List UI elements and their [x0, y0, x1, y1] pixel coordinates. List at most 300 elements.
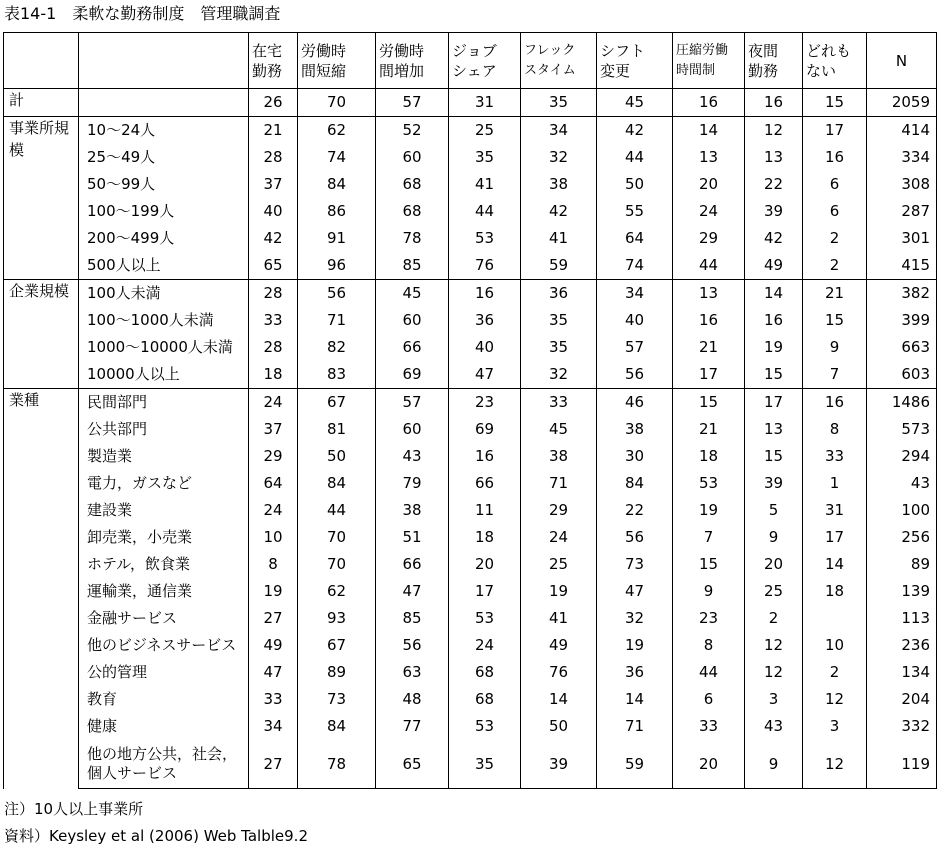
- value-cell: 39: [745, 198, 803, 225]
- value-cell: 38: [597, 416, 673, 443]
- group-label: 業種: [4, 389, 79, 789]
- value-cell: 15: [745, 443, 803, 470]
- group-label: 計: [4, 89, 79, 117]
- value-cell: 13: [745, 416, 803, 443]
- table-row: [4, 713, 937, 740]
- value-cell: 6: [673, 686, 745, 713]
- value-cell: 45: [376, 280, 449, 308]
- value-cell: 20: [673, 171, 745, 198]
- table-body: [4, 89, 937, 789]
- value-cell: 17: [673, 361, 745, 389]
- value-cell: 14: [673, 117, 745, 145]
- value-cell: 35: [521, 334, 597, 361]
- value-cell: 19: [521, 578, 597, 605]
- value-cell: 47: [376, 578, 449, 605]
- value-cell: 33: [673, 713, 745, 740]
- n-cell: 134: [867, 659, 937, 686]
- row-label: 100人未満: [79, 280, 249, 308]
- value-cell: 9: [745, 740, 803, 789]
- value-cell: 24: [249, 389, 298, 417]
- value-cell: 64: [249, 470, 298, 497]
- value-cell: 41: [449, 171, 521, 198]
- value-cell: 93: [298, 605, 376, 632]
- value-cell: 52: [376, 117, 449, 145]
- value-cell: 16: [745, 89, 803, 117]
- value-cell: 37: [249, 416, 298, 443]
- value-cell: 21: [673, 416, 745, 443]
- value-cell: 35: [521, 89, 597, 117]
- n-cell: 301: [867, 225, 937, 252]
- value-cell: 16: [803, 389, 867, 417]
- value-cell: 37: [249, 171, 298, 198]
- table-row: [4, 389, 937, 417]
- value-cell: 33: [521, 389, 597, 417]
- n-cell: 89: [867, 551, 937, 578]
- value-cell: 18: [449, 524, 521, 551]
- value-cell: 59: [521, 252, 597, 280]
- row-label: 50～99人: [79, 171, 249, 198]
- n-cell: 119: [867, 740, 937, 789]
- value-cell: 13: [745, 144, 803, 171]
- value-cell: 46: [597, 389, 673, 417]
- value-cell: 24: [673, 198, 745, 225]
- n-cell: 294: [867, 443, 937, 470]
- value-cell: 89: [298, 659, 376, 686]
- value-cell: 41: [521, 605, 597, 632]
- row-label: 100～199人: [79, 198, 249, 225]
- table-row: [4, 497, 937, 524]
- row-label: 10000人以上: [79, 361, 249, 389]
- value-cell: 47: [597, 578, 673, 605]
- value-cell: 63: [376, 659, 449, 686]
- value-cell: [803, 605, 867, 632]
- row-label: ホテル，飲食業: [79, 551, 249, 578]
- column-header: 労働時 間増加: [376, 33, 449, 89]
- value-cell: 16: [449, 443, 521, 470]
- value-cell: 40: [249, 198, 298, 225]
- value-cell: 70: [298, 89, 376, 117]
- value-cell: 34: [597, 280, 673, 308]
- table-row: [4, 659, 937, 686]
- value-cell: 60: [376, 416, 449, 443]
- value-cell: 21: [249, 117, 298, 145]
- value-cell: 29: [521, 497, 597, 524]
- n-cell: 139: [867, 578, 937, 605]
- value-cell: 7: [803, 361, 867, 389]
- value-cell: 32: [597, 605, 673, 632]
- n-cell: 204: [867, 686, 937, 713]
- value-cell: 15: [745, 361, 803, 389]
- n-cell: 2059: [867, 89, 937, 117]
- value-cell: 15: [673, 389, 745, 417]
- n-cell: 1486: [867, 389, 937, 417]
- value-cell: 16: [673, 307, 745, 334]
- n-cell: 382: [867, 280, 937, 308]
- value-cell: 15: [673, 551, 745, 578]
- data-table: [3, 32, 937, 789]
- row-label: 500人以上: [79, 252, 249, 280]
- value-cell: 70: [298, 551, 376, 578]
- value-cell: 67: [298, 632, 376, 659]
- value-cell: 13: [673, 280, 745, 308]
- value-cell: 26: [249, 89, 298, 117]
- n-cell: 113: [867, 605, 937, 632]
- value-cell: 73: [298, 686, 376, 713]
- column-header: シフト 変更: [597, 33, 673, 89]
- table-header-row: [4, 33, 937, 89]
- value-cell: 68: [376, 171, 449, 198]
- row-label: 100～1000人未満: [79, 307, 249, 334]
- column-header: 労働時 間短縮: [298, 33, 376, 89]
- header-corner-group: [4, 33, 79, 89]
- value-cell: 48: [376, 686, 449, 713]
- table-row: [4, 144, 937, 171]
- value-cell: 28: [249, 280, 298, 308]
- value-cell: 10: [803, 632, 867, 659]
- value-cell: 19: [597, 632, 673, 659]
- table-row: [4, 89, 937, 117]
- value-cell: 24: [521, 524, 597, 551]
- value-cell: 78: [298, 740, 376, 789]
- value-cell: 13: [673, 144, 745, 171]
- value-cell: 59: [597, 740, 673, 789]
- row-label: 1000～10000人未満: [79, 334, 249, 361]
- value-cell: 66: [449, 470, 521, 497]
- value-cell: 38: [521, 443, 597, 470]
- table-row: [4, 524, 937, 551]
- value-cell: 29: [249, 443, 298, 470]
- value-cell: 25: [449, 117, 521, 145]
- value-cell: 31: [449, 89, 521, 117]
- table-row: [4, 605, 937, 632]
- row-label: 民間部門: [79, 389, 249, 417]
- n-cell: 663: [867, 334, 937, 361]
- value-cell: 16: [673, 89, 745, 117]
- value-cell: 60: [376, 307, 449, 334]
- column-header: どれも ない: [803, 33, 867, 89]
- value-cell: 47: [249, 659, 298, 686]
- table-row: [4, 443, 937, 470]
- value-cell: 82: [298, 334, 376, 361]
- value-cell: 34: [249, 713, 298, 740]
- n-cell: 414: [867, 117, 937, 145]
- value-cell: 42: [745, 225, 803, 252]
- value-cell: 50: [597, 171, 673, 198]
- n-cell: 100: [867, 497, 937, 524]
- value-cell: 40: [449, 334, 521, 361]
- value-cell: 22: [597, 497, 673, 524]
- value-cell: 16: [449, 280, 521, 308]
- value-cell: 66: [376, 334, 449, 361]
- n-cell: 332: [867, 713, 937, 740]
- value-cell: 22: [745, 171, 803, 198]
- value-cell: 18: [249, 361, 298, 389]
- value-cell: 57: [376, 389, 449, 417]
- value-cell: 38: [376, 497, 449, 524]
- value-cell: 10: [249, 524, 298, 551]
- value-cell: 31: [803, 497, 867, 524]
- table-row: [4, 280, 937, 308]
- value-cell: 27: [249, 740, 298, 789]
- value-cell: 36: [521, 280, 597, 308]
- n-cell: 415: [867, 252, 937, 280]
- value-cell: 25: [521, 551, 597, 578]
- value-cell: 76: [521, 659, 597, 686]
- value-cell: 1: [803, 470, 867, 497]
- value-cell: 19: [249, 578, 298, 605]
- value-cell: 12: [745, 117, 803, 145]
- value-cell: 36: [449, 307, 521, 334]
- row-label: 健康: [79, 713, 249, 740]
- n-cell: 43: [867, 470, 937, 497]
- value-cell: 44: [298, 497, 376, 524]
- value-cell: 33: [803, 443, 867, 470]
- value-cell: 42: [249, 225, 298, 252]
- n-cell: 334: [867, 144, 937, 171]
- row-label: 建設業: [79, 497, 249, 524]
- column-header: 在宅 勤務: [249, 33, 298, 89]
- table-row: [4, 117, 937, 145]
- value-cell: 78: [376, 225, 449, 252]
- value-cell: 68: [449, 659, 521, 686]
- table-row: [4, 334, 937, 361]
- value-cell: 17: [803, 117, 867, 145]
- value-cell: 42: [521, 198, 597, 225]
- n-cell: 287: [867, 198, 937, 225]
- table-row: [4, 470, 937, 497]
- value-cell: 57: [597, 334, 673, 361]
- value-cell: 12: [745, 659, 803, 686]
- value-cell: 83: [298, 361, 376, 389]
- row-label: 公的管理: [79, 659, 249, 686]
- value-cell: 69: [376, 361, 449, 389]
- value-cell: 16: [745, 307, 803, 334]
- row-label: 他のビジネスサービス: [79, 632, 249, 659]
- n-cell: 308: [867, 171, 937, 198]
- row-label: 25～49人: [79, 144, 249, 171]
- value-cell: 28: [249, 144, 298, 171]
- value-cell: 38: [521, 171, 597, 198]
- value-cell: 44: [449, 198, 521, 225]
- value-cell: 28: [249, 334, 298, 361]
- value-cell: 85: [376, 605, 449, 632]
- value-cell: 86: [298, 198, 376, 225]
- value-cell: 7: [673, 524, 745, 551]
- value-cell: 35: [449, 144, 521, 171]
- value-cell: 24: [249, 497, 298, 524]
- value-cell: 85: [376, 252, 449, 280]
- value-cell: 68: [376, 198, 449, 225]
- value-cell: 81: [298, 416, 376, 443]
- value-cell: 62: [298, 117, 376, 145]
- value-cell: 56: [298, 280, 376, 308]
- value-cell: 49: [745, 252, 803, 280]
- value-cell: 27: [249, 605, 298, 632]
- value-cell: 5: [745, 497, 803, 524]
- value-cell: 67: [298, 389, 376, 417]
- table-row: [4, 198, 937, 225]
- value-cell: 66: [376, 551, 449, 578]
- row-label: 電力，ガスなど: [79, 470, 249, 497]
- value-cell: 20: [449, 551, 521, 578]
- value-cell: 30: [597, 443, 673, 470]
- n-cell: 236: [867, 632, 937, 659]
- value-cell: 64: [597, 225, 673, 252]
- value-cell: 21: [673, 334, 745, 361]
- source-note: 資料）Keysley et al (2006) Web Talble9.2: [4, 827, 308, 845]
- value-cell: 40: [597, 307, 673, 334]
- value-cell: 3: [803, 713, 867, 740]
- value-cell: 17: [449, 578, 521, 605]
- table-row: [4, 307, 937, 334]
- value-cell: 91: [298, 225, 376, 252]
- value-cell: 45: [521, 416, 597, 443]
- value-cell: 24: [449, 632, 521, 659]
- value-cell: 33: [249, 686, 298, 713]
- column-header: ジョブ シェア: [449, 33, 521, 89]
- value-cell: 12: [745, 632, 803, 659]
- value-cell: 70: [298, 524, 376, 551]
- table-row: [4, 225, 937, 252]
- row-label: 公共部門: [79, 416, 249, 443]
- value-cell: 18: [673, 443, 745, 470]
- value-cell: 44: [673, 252, 745, 280]
- value-cell: 56: [597, 524, 673, 551]
- value-cell: 53: [449, 713, 521, 740]
- value-cell: 73: [597, 551, 673, 578]
- value-cell: 32: [521, 361, 597, 389]
- value-cell: 23: [673, 605, 745, 632]
- value-cell: 16: [803, 144, 867, 171]
- row-label: 卸売業，小売業: [79, 524, 249, 551]
- value-cell: 41: [521, 225, 597, 252]
- value-cell: 36: [597, 659, 673, 686]
- value-cell: 51: [376, 524, 449, 551]
- value-cell: 71: [298, 307, 376, 334]
- value-cell: 69: [449, 416, 521, 443]
- value-cell: 8: [673, 632, 745, 659]
- value-cell: 49: [249, 632, 298, 659]
- table-row: [4, 578, 937, 605]
- value-cell: 9: [803, 334, 867, 361]
- value-cell: 50: [521, 713, 597, 740]
- value-cell: 14: [597, 686, 673, 713]
- value-cell: 35: [521, 307, 597, 334]
- value-cell: 2: [745, 605, 803, 632]
- value-cell: 74: [597, 252, 673, 280]
- value-cell: 84: [298, 470, 376, 497]
- value-cell: 76: [449, 252, 521, 280]
- value-cell: 12: [803, 686, 867, 713]
- row-label: 製造業: [79, 443, 249, 470]
- column-header: N: [867, 33, 937, 89]
- table-row: [4, 632, 937, 659]
- table-row: [4, 740, 937, 789]
- row-label: 他の地方公共，社会， 個人サービス: [79, 740, 249, 789]
- value-cell: 14: [745, 280, 803, 308]
- row-label: [79, 89, 249, 117]
- value-cell: 65: [249, 252, 298, 280]
- value-cell: 33: [249, 307, 298, 334]
- value-cell: 15: [803, 307, 867, 334]
- value-cell: 39: [745, 470, 803, 497]
- value-cell: 68: [449, 686, 521, 713]
- value-cell: 71: [597, 713, 673, 740]
- value-cell: 77: [376, 713, 449, 740]
- n-cell: 256: [867, 524, 937, 551]
- header-corner-label: [79, 33, 249, 89]
- value-cell: 84: [597, 470, 673, 497]
- value-cell: 25: [745, 578, 803, 605]
- column-header: 圧縮労働 時間制: [673, 33, 745, 89]
- value-cell: 19: [745, 334, 803, 361]
- table-row: [4, 171, 937, 198]
- column-header: 夜間 勤務: [745, 33, 803, 89]
- value-cell: 19: [673, 497, 745, 524]
- value-cell: 84: [298, 713, 376, 740]
- value-cell: 84: [298, 171, 376, 198]
- value-cell: 42: [597, 117, 673, 145]
- value-cell: 29: [673, 225, 745, 252]
- row-label: 10～24人: [79, 117, 249, 145]
- value-cell: 49: [521, 632, 597, 659]
- value-cell: 47: [449, 361, 521, 389]
- value-cell: 56: [376, 632, 449, 659]
- value-cell: 2: [803, 659, 867, 686]
- value-cell: 53: [449, 605, 521, 632]
- value-cell: 34: [521, 117, 597, 145]
- value-cell: 6: [803, 198, 867, 225]
- value-cell: 62: [298, 578, 376, 605]
- value-cell: 43: [745, 713, 803, 740]
- column-header: フレック スタイム: [521, 33, 597, 89]
- value-cell: 35: [449, 740, 521, 789]
- value-cell: 11: [449, 497, 521, 524]
- row-label: 運輸業，通信業: [79, 578, 249, 605]
- table-row: [4, 551, 937, 578]
- value-cell: 65: [376, 740, 449, 789]
- value-cell: 57: [376, 89, 449, 117]
- n-cell: 603: [867, 361, 937, 389]
- value-cell: 74: [298, 144, 376, 171]
- value-cell: 2: [803, 225, 867, 252]
- value-cell: 32: [521, 144, 597, 171]
- value-cell: 56: [597, 361, 673, 389]
- value-cell: 50: [298, 443, 376, 470]
- value-cell: 14: [803, 551, 867, 578]
- row-label: 200～499人: [79, 225, 249, 252]
- value-cell: 45: [597, 89, 673, 117]
- value-cell: 12: [803, 740, 867, 789]
- value-cell: 39: [521, 740, 597, 789]
- value-cell: 20: [745, 551, 803, 578]
- n-cell: 399: [867, 307, 937, 334]
- value-cell: 17: [745, 389, 803, 417]
- value-cell: 2: [803, 252, 867, 280]
- value-cell: 60: [376, 144, 449, 171]
- value-cell: 15: [803, 89, 867, 117]
- n-cell: 573: [867, 416, 937, 443]
- value-cell: 17: [803, 524, 867, 551]
- value-cell: 53: [449, 225, 521, 252]
- value-cell: 21: [803, 280, 867, 308]
- value-cell: 8: [803, 416, 867, 443]
- footnote: 注）10人以上事業所: [4, 800, 144, 818]
- value-cell: 71: [521, 470, 597, 497]
- value-cell: 6: [803, 171, 867, 198]
- table-row: [4, 416, 937, 443]
- value-cell: 23: [449, 389, 521, 417]
